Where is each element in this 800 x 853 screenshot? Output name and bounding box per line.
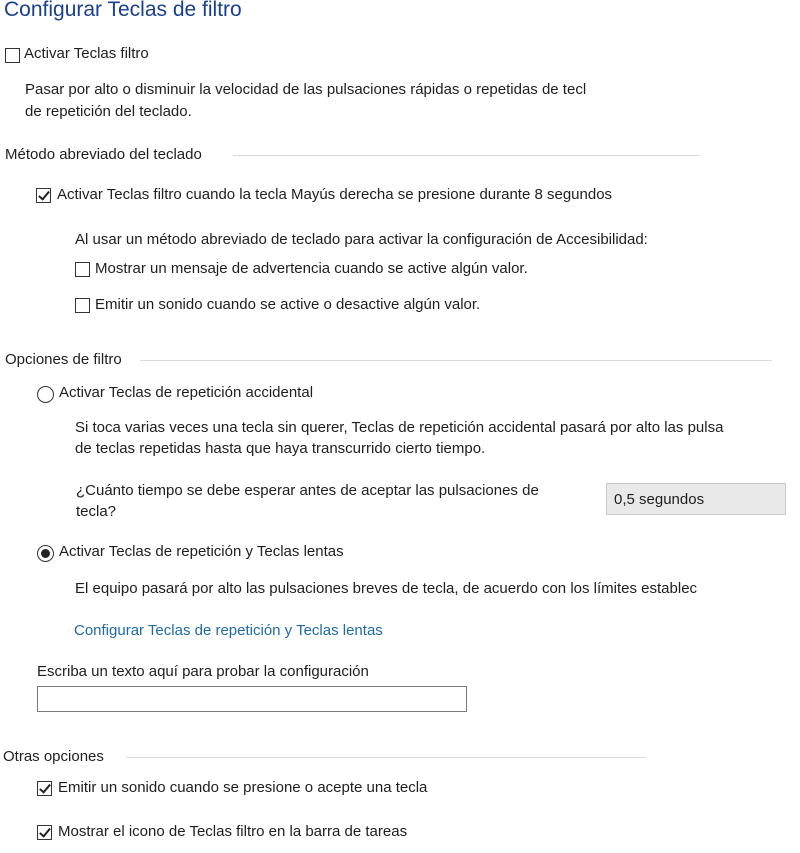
activate-filter-keys-label: Activar Teclas filtro [24,45,149,62]
activate-description-line2: de repetición del teclado. [25,103,192,120]
radio-selected-dot [41,549,50,558]
beep-option-checkbox[interactable] [37,781,52,796]
wait-time-select[interactable] [606,483,786,515]
wait-time-value: 0,5 segundos [614,491,705,508]
activate-description-line1: Pasar por alto o disminuir la velocidad de las pulsaciones rápidas o repetidas de tecl [25,81,587,98]
bounce-description-line1: Si toca varias veces una tecla sin querer, Teclas de repetición accidental pasará por alto las pulsa [75,419,724,436]
page-title: Configurar Teclas de filtro [4,0,242,21]
shortcut-intro: Al usar un método abreviado de teclado para activar la configuración de Accesibilidad: [75,231,648,248]
sound-option-checkbox[interactable] [75,298,90,313]
group-divider [126,757,646,758]
warning-option-label: Mostrar un mensaje de advertencia cuando se active algún valor. [95,260,528,277]
taskbar-icon-option-checkbox[interactable] [37,825,52,840]
repeat-keys-radio[interactable] [37,545,54,562]
bounce-keys-radio[interactable] [37,386,54,403]
wait-question-line2: tecla? [76,503,117,520]
repeat-keys-label: Activar Teclas de repetición y Teclas lentas [59,543,344,560]
test-text-input[interactable] [37,686,467,712]
shortcut-option-label: Activar Teclas filtro cuando la tecla Mayús derecha se presione durante 8 segundos [57,186,613,203]
wait-question-line1: ¿Cuánto tiempo se debe esperar antes de aceptar las pulsaciones de [76,482,539,499]
checkmark-icon [39,825,51,837]
repeat-description: El equipo pasará por alto las pulsaciones breves de tecla, de acuerdo con los límites establec [75,580,698,597]
group-label-shortcut: Método abreviado del teclado [5,146,202,163]
warning-option-checkbox[interactable] [75,262,90,277]
test-text-label: Escriba un texto aquí para probar la configuración [37,663,369,680]
configure-repeat-slow-keys-link[interactable]: Configurar Teclas de repetición y Teclas lentas [74,622,383,639]
taskbar-icon-option-label: Mostrar el icono de Teclas filtro en la barra de tareas [58,823,408,840]
group-label-other: Otras opciones [3,748,104,765]
group-label-filter: Opciones de filtro [5,351,122,368]
shortcut-option-checkbox[interactable] [36,188,51,203]
sound-option-label: Emitir un sonido cuando se active o desactive algún valor. [95,296,481,313]
bounce-description-line2: de teclas repetidas hasta que haya transcurrido cierto tiempo. [75,440,486,457]
checkmark-icon [39,781,51,793]
beep-option-label: Emitir un sonido cuando se presione o acepte una tecla [58,779,428,796]
group-divider [233,155,699,156]
checkmark-icon [38,188,50,200]
bounce-keys-label: Activar Teclas de repetición accidental [59,384,314,401]
group-divider [140,360,772,361]
activate-filter-keys-checkbox[interactable] [5,48,20,63]
